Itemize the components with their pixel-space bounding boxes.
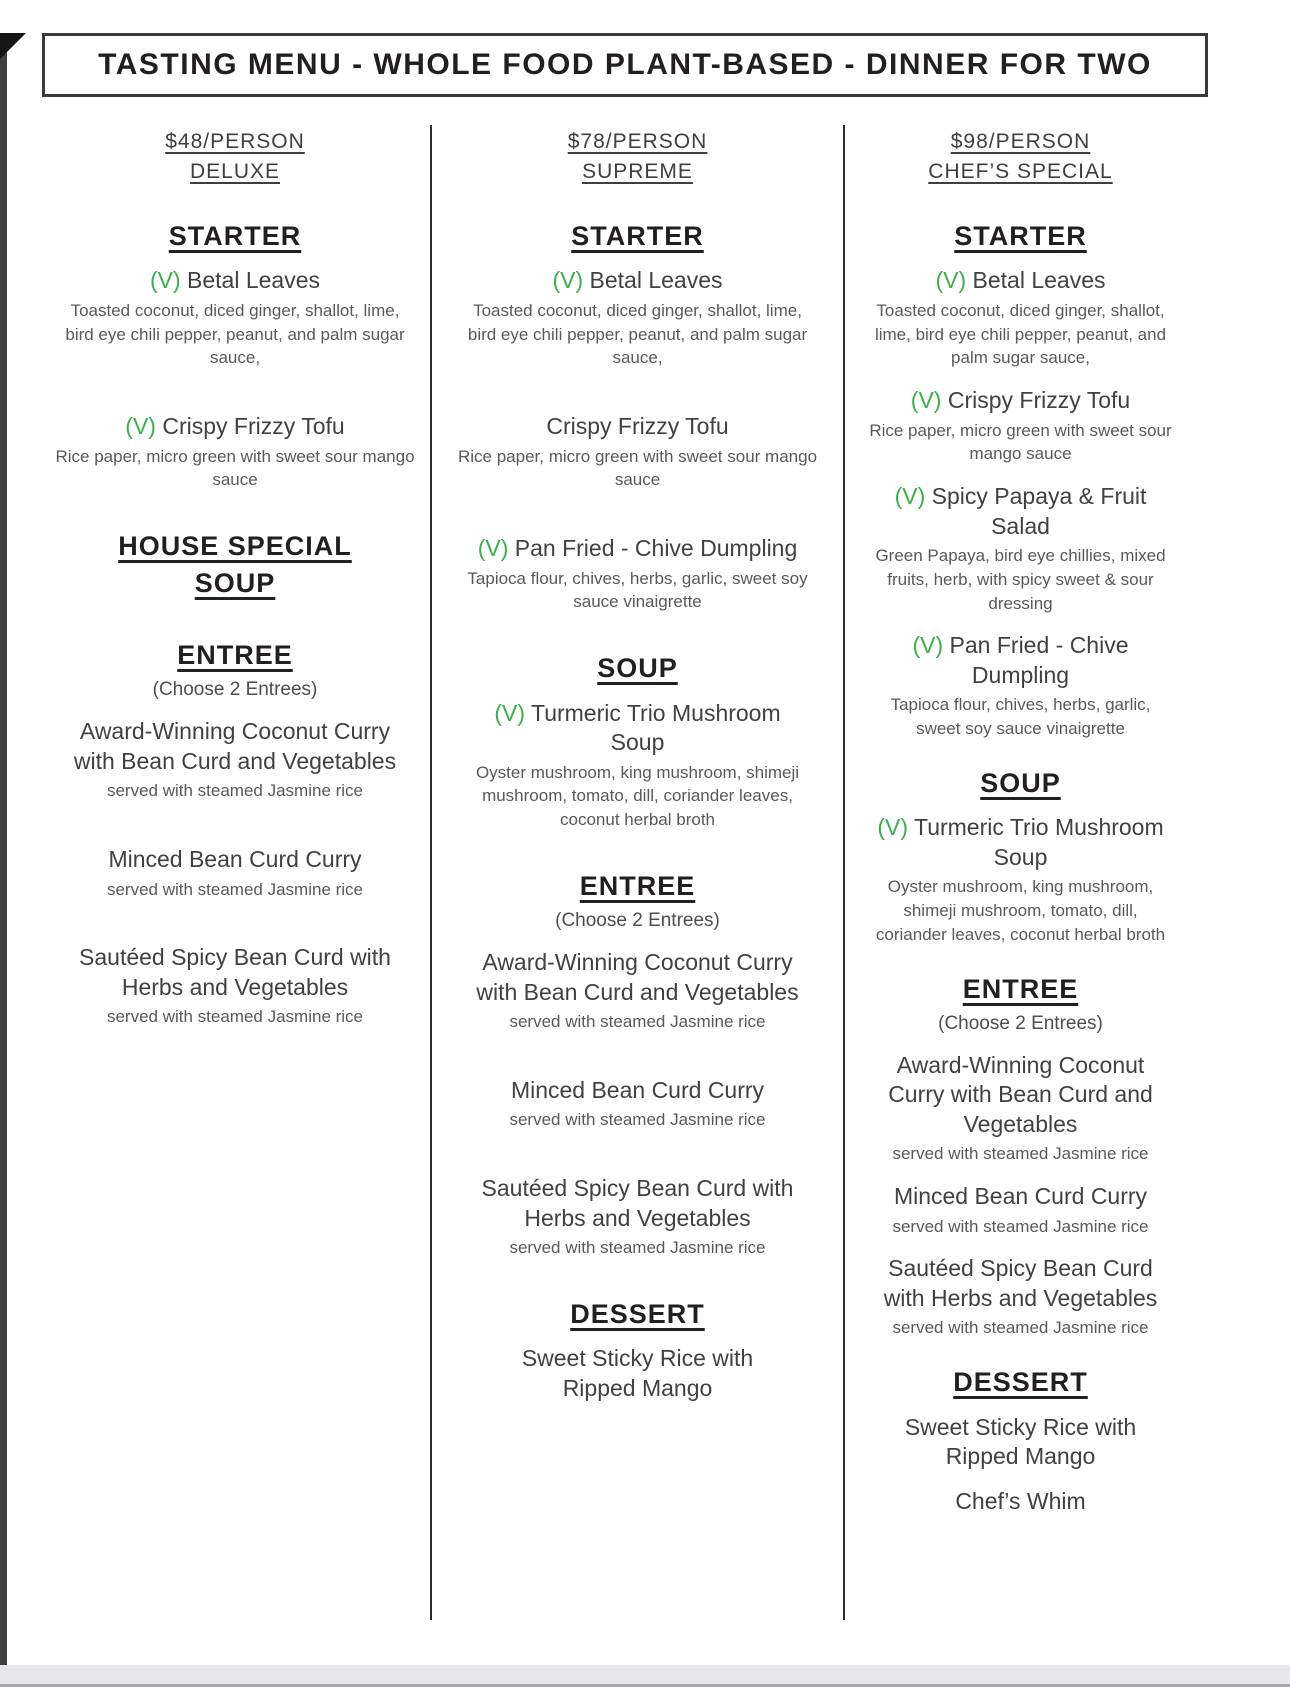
menu-section-soup <box>456 650 819 832</box>
menu-item-desc: served with steamed Jasmine rice <box>509 1110 766 1130</box>
menu-item-desc: Rice paper, micro green with sweet sour mango sauce <box>869 420 1172 464</box>
menu-item-desc: served with steamed Jasmine rice <box>106 1007 364 1027</box>
menu-item <box>456 266 819 370</box>
menu-item <box>867 1182 1174 1238</box>
menu-item-desc: Tapioca flour, chives, herbs, garlic, sweet soy sauce vinaigrette <box>467 568 808 612</box>
menu-section-dessert <box>867 1364 1174 1517</box>
menu-section-entree <box>456 868 819 1260</box>
section-heading: DESSERT <box>570 1298 705 1329</box>
menu-title: TASTING MENU - WHOLE FOOD PLANT-BASED - DINNER FOR TWO <box>98 48 1152 81</box>
menu-section-starter <box>867 218 1174 741</box>
vegan-marker: (V) <box>552 267 590 294</box>
vegan-marker: (V) <box>912 632 950 659</box>
menu-item-name: (V) Crispy Frizzy Tofu <box>125 413 345 440</box>
menu-item-name: (V) Betal Leaves <box>935 267 1106 294</box>
menu-section-house-special-soup <box>52 528 418 601</box>
menu-item-name: Sautéed Spicy Bean Curd with Herbs and Vegetables <box>79 944 391 1000</box>
menu-item-name: Minced Bean Curd Curry <box>108 846 362 873</box>
section-note: (Choose 2 Entrees) <box>555 910 720 932</box>
menu-section-starter <box>52 218 418 492</box>
menu-item-name: (V) Betal Leaves <box>149 267 321 294</box>
menu-section-soup <box>867 765 1174 947</box>
scan-edge-bottom <box>0 1665 1290 1687</box>
menu-item-name: (V) Pan Fried - Chive Dumpling <box>912 632 1129 688</box>
vegan-marker: (V) <box>494 699 531 726</box>
menu-item-desc: served with steamed Jasmine rice <box>892 1144 1149 1164</box>
column-header <box>456 127 819 188</box>
vegan-marker: (V) <box>125 413 163 440</box>
menu-item-desc: Toasted coconut, diced ginger, shallot, lime, bird eye chili pepper, peanut, and palm sugar sauce, <box>65 300 405 368</box>
menu-item <box>867 1413 1174 1472</box>
menu-item-desc: served with steamed Jasmine rice <box>892 1216 1149 1236</box>
section-note: (Choose 2 Entrees) <box>152 679 318 701</box>
vegan-marker: (V) <box>877 814 914 841</box>
menu-item <box>867 482 1174 615</box>
section-heading: STARTER <box>571 220 704 251</box>
menu-item-desc: Oyster mushroom, king mushroom, shimeji mushroom, tomato, dill, coriander leaves, coconut herbal broth <box>475 762 800 830</box>
menu-item-desc: Rice paper, micro green with sweet sour mango sauce <box>55 446 415 490</box>
section-heading: STARTER <box>168 220 302 251</box>
menu-item-desc: Tapioca flour, chives, herbs, garlic, sweet soy sauce vinaigrette <box>890 695 1151 739</box>
menu-item-name: Sautéed Spicy Bean Curd with Herbs and Vegetables <box>481 1175 794 1231</box>
menu-item <box>456 1076 819 1132</box>
menu-item <box>52 717 418 803</box>
scan-corner-top-left <box>0 33 26 59</box>
column-price: $48/PERSON <box>165 130 305 153</box>
menu-item <box>867 386 1174 466</box>
vegan-marker: (V) <box>910 387 948 414</box>
column-price: $98/PERSON <box>950 130 1091 153</box>
menu-item-name: Crispy Frizzy Tofu <box>546 413 729 440</box>
menu-item-name: Minced Bean Curd Curry <box>893 1183 1148 1210</box>
section-note: (Choose 2 Entrees) <box>938 1013 1103 1035</box>
menu-item <box>456 1344 819 1403</box>
menu-column-chef-s-special <box>845 125 1240 1620</box>
menu-item-name: (V) Crispy Frizzy Tofu <box>910 387 1131 414</box>
menu-item-name: Chef’s Whim <box>955 1488 1086 1515</box>
menu-item <box>456 1174 819 1260</box>
menu-item <box>867 1051 1174 1166</box>
menu-section-entree <box>867 971 1174 1340</box>
menu-columns <box>0 125 1240 1620</box>
menu-item-name: (V) Turmeric Trio Mushroom Soup <box>877 814 1164 870</box>
menu-item <box>867 813 1174 946</box>
section-heading: ENTREE <box>962 973 1079 1004</box>
menu-item <box>52 412 418 492</box>
vegan-marker: (V) <box>894 483 932 510</box>
menu-column-deluxe <box>0 125 430 1620</box>
menu-item-desc: Toasted coconut, diced ginger, shallot, lime, bird eye chili pepper, peanut, and palm sugar sauce, <box>874 300 1167 368</box>
menu-item-name: (V) Turmeric Trio Mushroom Soup <box>494 699 781 756</box>
column-tier: CHEF’S SPECIAL <box>928 160 1113 184</box>
menu-item <box>867 631 1174 740</box>
scan-edge-left <box>0 33 7 1665</box>
column-tier: DELUXE <box>189 160 281 184</box>
menu-item-desc: Oyster mushroom, king mushroom, shimeji mushroom, tomato, dill, coriander leaves, coconut herbal broth <box>875 877 1166 944</box>
menu-item-name: Award-Winning Coconut Curry with Bean Curd and Vegetables <box>476 949 799 1005</box>
menu-item-desc: Green Papaya, bird eye chillies, mixed fruits, herb, with spicy sweet & sour dressing <box>875 546 1166 613</box>
menu-section-dessert <box>456 1296 819 1403</box>
menu-item-name: Sweet Sticky Rice with Ripped Mango <box>904 1413 1137 1469</box>
section-heading: STARTER <box>954 220 1087 251</box>
menu-item-name: (V) Betal Leaves <box>552 267 723 294</box>
column-price: $78/PERSON <box>567 130 708 153</box>
menu-item-name: Sweet Sticky Rice with Ripped Mango <box>521 1345 754 1401</box>
menu-item <box>456 948 819 1034</box>
section-heading: DESSERT <box>953 1367 1088 1398</box>
menu-item <box>456 699 819 832</box>
menu-item-desc: Toasted coconut, diced ginger, shallot, lime, bird eye chili pepper, peanut, and palm sugar sauce, <box>467 300 808 368</box>
menu-item-name: Award-Winning Coconut Curry with Bean Curd and Vegetables <box>888 1052 1153 1137</box>
menu-item-name: (V) Spicy Papaya & Fruit Salad <box>894 483 1147 539</box>
menu-item-name: (V) Pan Fried - Chive Dumpling <box>477 535 798 562</box>
menu-item-name: Award-Winning Coconut Curry with Bean Curd and Vegetables <box>73 718 397 774</box>
menu-item <box>456 534 819 614</box>
menu-item-desc: served with steamed Jasmine rice <box>106 879 364 899</box>
menu-item-desc: Rice paper, micro green with sweet sour mango sauce <box>457 446 818 490</box>
menu-item-desc: served with steamed Jasmine rice <box>892 1318 1149 1338</box>
menu-item-name: Minced Bean Curd Curry <box>510 1077 765 1104</box>
section-heading: SOUP <box>597 653 678 684</box>
column-header <box>52 127 418 188</box>
section-heading: HOUSE SPECIAL SOUP <box>118 531 352 598</box>
column-header <box>867 127 1174 188</box>
menu-item <box>52 845 418 901</box>
menu-section-entree <box>52 637 418 1029</box>
menu-column-supreme <box>430 125 845 1620</box>
menu-item-desc: served with steamed Jasmine rice <box>509 1238 766 1258</box>
vegan-marker: (V) <box>149 267 188 294</box>
menu-item-desc: served with steamed Jasmine rice <box>106 781 364 801</box>
section-heading: SOUP <box>980 767 1061 798</box>
menu-item-name: Sautéed Spicy Bean Curd with Herbs and Vegetables <box>883 1255 1158 1311</box>
menu-item <box>52 266 418 370</box>
column-tier: SUPREME <box>582 160 693 184</box>
vegan-marker: (V) <box>477 535 515 562</box>
section-heading: ENTREE <box>177 640 293 671</box>
menu-section-starter <box>456 218 819 614</box>
menu-item <box>867 266 1174 370</box>
menu-item <box>456 412 819 492</box>
vegan-marker: (V) <box>935 267 973 294</box>
menu-item <box>52 943 418 1029</box>
menu-item <box>867 1487 1174 1516</box>
menu-title-box <box>42 33 1208 97</box>
section-heading: ENTREE <box>579 870 696 901</box>
menu-item-desc: served with steamed Jasmine rice <box>509 1012 766 1032</box>
menu-item <box>867 1254 1174 1340</box>
